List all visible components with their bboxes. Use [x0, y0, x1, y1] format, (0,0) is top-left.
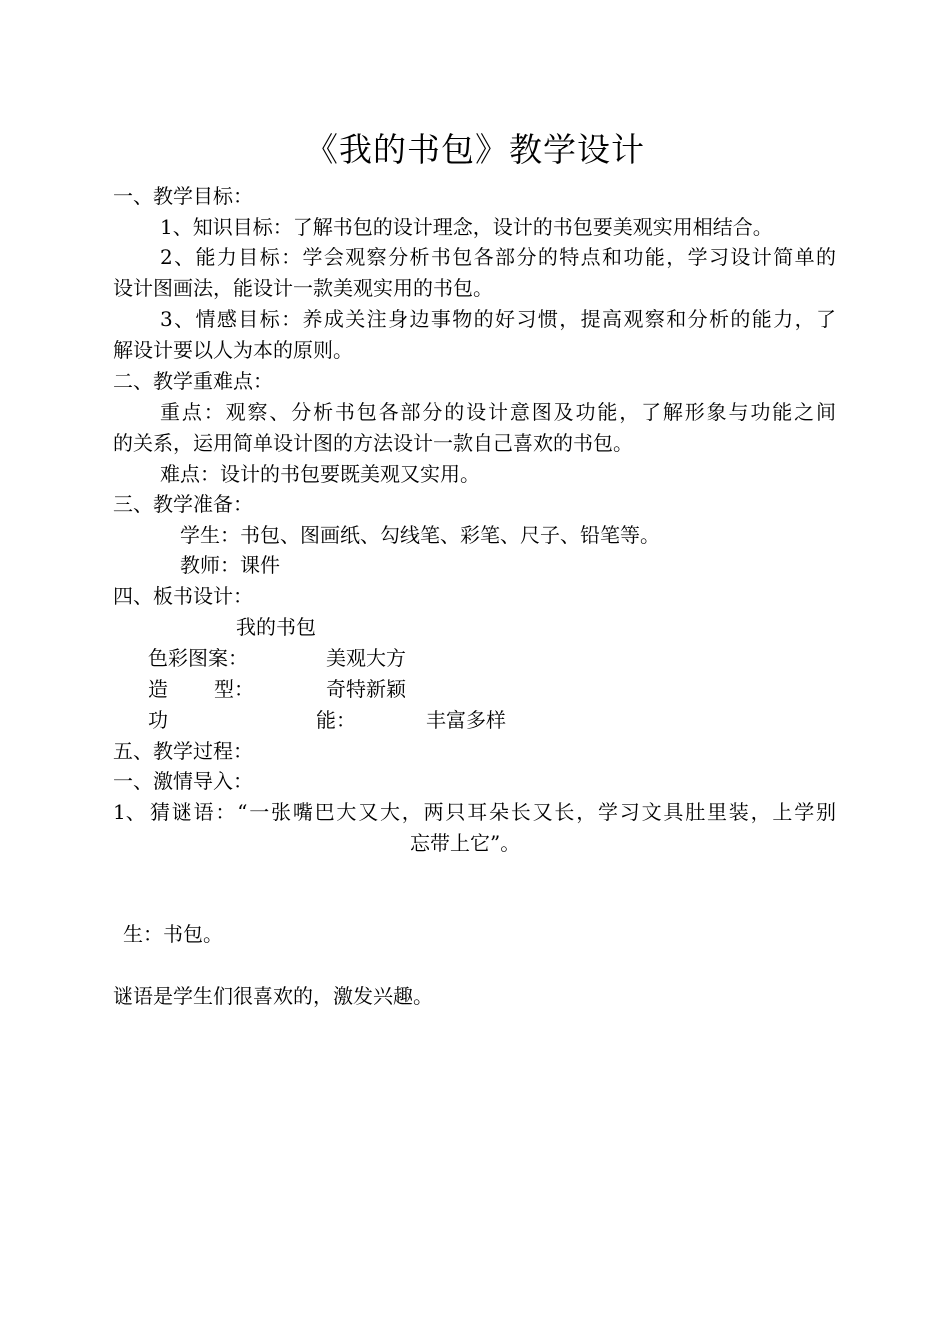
step-intro-heading: 一、激情导入： [113, 769, 253, 793]
document-title: 《我的书包》教学设计 [305, 130, 645, 169]
board-title: 我的书包 [236, 615, 316, 639]
preparation-students: 学生：书包、图画纸、勾线笔、彩笔、尺子、铅笔等。 [180, 523, 660, 547]
riddle-number: 1、 [113, 800, 146, 824]
board-row-function-label-b: 能： [316, 708, 356, 732]
key-point-line2: 的关系，运用简单设计图的方法设计一款自己喜欢的书包。 [113, 431, 633, 455]
goal-ability-line1: 2、能力目标：学会观察分析书包各部分的特点和功能，学习设计简单的 [160, 245, 836, 269]
riddle-line1: 猜谜语：“一张嘴巴大又大，两只耳朵长又长，学习文具肚里装，上学别 [150, 800, 836, 824]
board-design-heading: 四、板书设计： [113, 584, 253, 608]
goal-emotion-line2: 解设计要以人为本的原则。 [113, 338, 353, 362]
riddle-line2: 忘带上它”。 [410, 831, 521, 855]
board-row-color-value: 美观大方 [326, 646, 406, 670]
key-point-line1: 重点：观察、分析书包各部分的设计意图及功能，了解形象与功能之间 [160, 400, 836, 424]
board-row-function-value: 丰富多样 [426, 708, 506, 732]
board-row-color-label: 色彩图案： [148, 646, 248, 670]
board-row-shape-label-b: 型： [214, 677, 254, 701]
board-row-function-label-a: 功 [148, 708, 168, 732]
board-row-shape-value: 奇特新颖 [326, 677, 406, 701]
student-answer: 生：书包。 [123, 922, 223, 946]
goals-heading: 一、教学目标： [113, 184, 253, 208]
process-heading: 五、教学过程： [113, 739, 253, 763]
goal-ability-line2: 设计图画法，能设计一款美观实用的书包。 [113, 276, 493, 300]
preparation-heading: 三、教学准备： [113, 492, 253, 516]
goal-knowledge: 1、知识目标：了解书包的设计理念，设计的书包要美观实用相结合。 [160, 215, 773, 239]
key-points-heading: 二、教学重难点： [113, 369, 273, 393]
difficulty-point: 难点：设计的书包要既美观又实用。 [160, 462, 480, 486]
teaching-note: 谜语是学生们很喜欢的，激发兴趣。 [113, 984, 433, 1008]
board-row-shape-label-a: 造 [148, 677, 168, 701]
goal-emotion-line1: 3、情感目标：养成关注身边事物的好习惯，提高观察和分析的能力，了 [160, 307, 836, 331]
preparation-teacher: 教师：课件 [180, 553, 280, 577]
